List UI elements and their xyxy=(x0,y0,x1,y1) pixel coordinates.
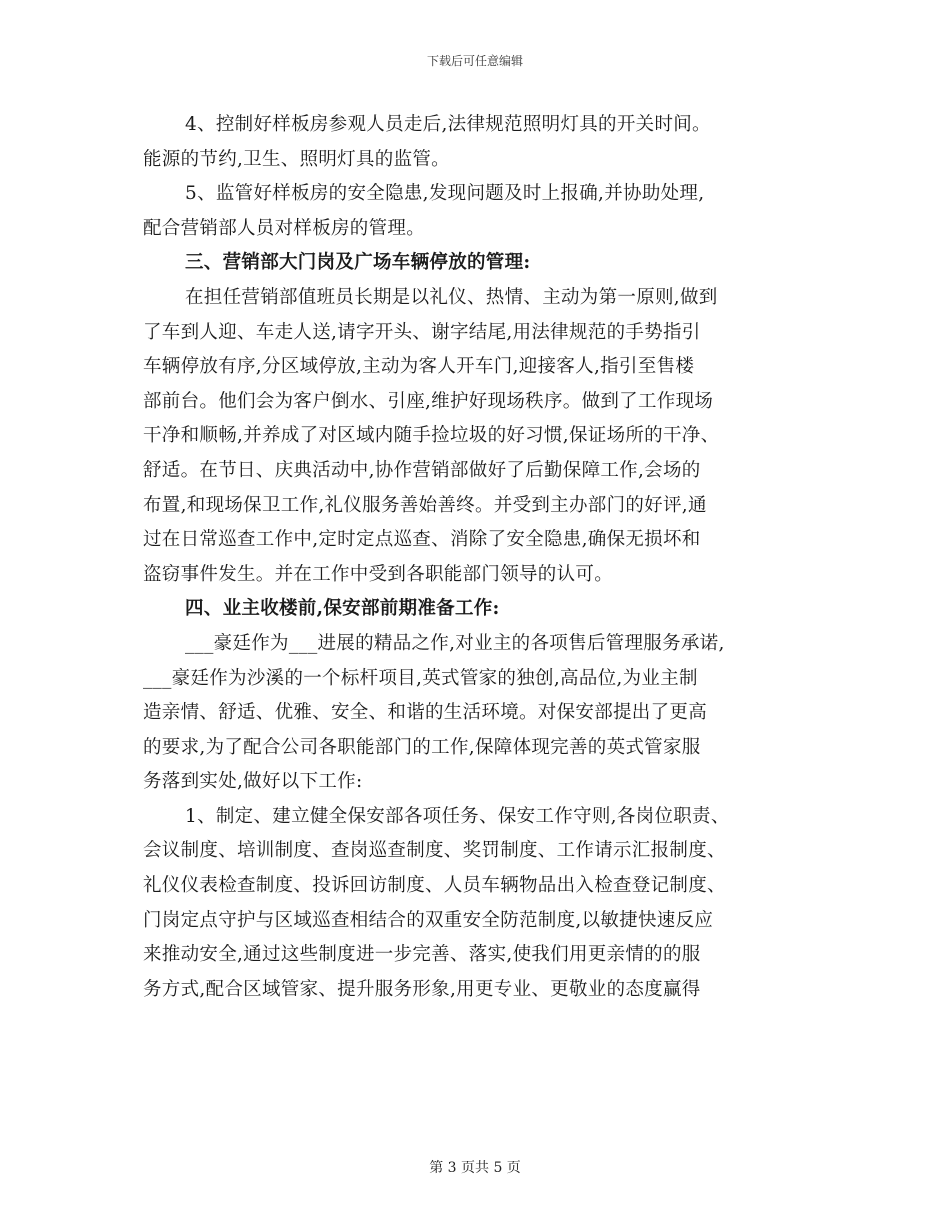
section-heading: 四、业主收楼前,保安部前期准备工作: xyxy=(185,598,500,620)
paragraph-line: ___豪廷作为沙溪的一个标杆项目,英式管家的独创,高品位,为业主制 xyxy=(143,667,698,689)
paragraph-line: 务落到实处,做好以下工作: xyxy=(143,771,363,793)
paragraph-line: 会议制度、培训制度、查岗巡查制度、奖罚制度、工作请示汇报制度、 xyxy=(143,840,726,862)
paragraph-line: 干净和顺畅,并养成了对区域内随手捡垃圾的好习惯,保证场所的干净、 xyxy=(143,425,720,447)
paragraph-line: 布置,和现场保卫工作,礼仪服务善始善终。并受到主办部门的好评,通 xyxy=(143,494,707,516)
document-body xyxy=(143,108,823,1007)
paragraph-line: ___豪廷作为___进展的精品之作,对业主的各项售后管理服务承诺, xyxy=(185,632,725,654)
paragraph-line: 车辆停放有序,分区域停放,主动为客人开车门,迎接客人,指引至售楼 xyxy=(143,356,695,378)
paragraph-line: 盗窃事件发生。并在工作中受到各职能部门领导的认可。 xyxy=(143,563,614,585)
paragraph-line: 礼仪仪表检查制度、投诉回访制度、人员车辆物品出入检查登记制度、 xyxy=(143,875,726,897)
paragraph-line: 过在日常巡查工作中,定时定点巡查、消除了安全隐患,确保无损坏和 xyxy=(143,529,701,551)
paragraph-line: 造亲情、舒适、优雅、安全、和谐的生活环境。对保安部提出了更高 xyxy=(143,702,708,724)
paragraph-line: 在担任营销部值班员长期是以礼仪、热情、主动为第一原则,做到 xyxy=(185,286,718,308)
paragraph-line: 5、监管好样板房的安全隐患,发现问题及时上报确,并协助处理, xyxy=(185,183,705,205)
paragraph-line: 4、控制好样板房参观人员走后,法律规范照明灯具的开关时间。 xyxy=(185,114,711,135)
paragraph-line: 的要求,为了配合公司各职能部门的工作,保障体现完善的英式管家服 xyxy=(143,736,701,758)
paragraph-line: 舒适。在节日、庆典活动中,协作营销部做好了后勤保障工作,会场的 xyxy=(143,459,701,481)
paragraph-line: 1、制定、建立健全保安部各项任务、保安工作守则,各岗位职责、 xyxy=(185,805,730,827)
section-heading: 三、营销部大门岗及广场车辆停放的管理: xyxy=(185,252,531,274)
page-footer: 第 3 页共 5 页 xyxy=(429,1160,521,1176)
page-header: 下载后可任意编辑 xyxy=(426,54,523,68)
paragraph-line: 能源的节约,卫生、照明灯具的监管。 xyxy=(143,148,450,170)
paragraph-line: 来推动安全,通过这些制度进一步完善、落实,使我们用更亲情的的服 xyxy=(143,944,701,966)
paragraph-line: 了车到人迎、车走人送,请字开头、谢字结尾,用法律规范的手势指引 xyxy=(143,321,701,343)
paragraph-line: 门岗定点守护与区域巡查相结合的双重安全防范制度,以敏捷快速反应 xyxy=(143,909,714,931)
paragraph-line: 部前台。他们会为客户倒水、引座,维护好现场秩序。做到了工作现场 xyxy=(143,390,714,412)
paragraph-line: 务方式,配合区域管家、提升服务形象,用更专业、更敬业的态度赢得 xyxy=(143,978,701,1000)
paragraph-line: 配合营销部人员对样板房的管理。 xyxy=(143,217,426,239)
